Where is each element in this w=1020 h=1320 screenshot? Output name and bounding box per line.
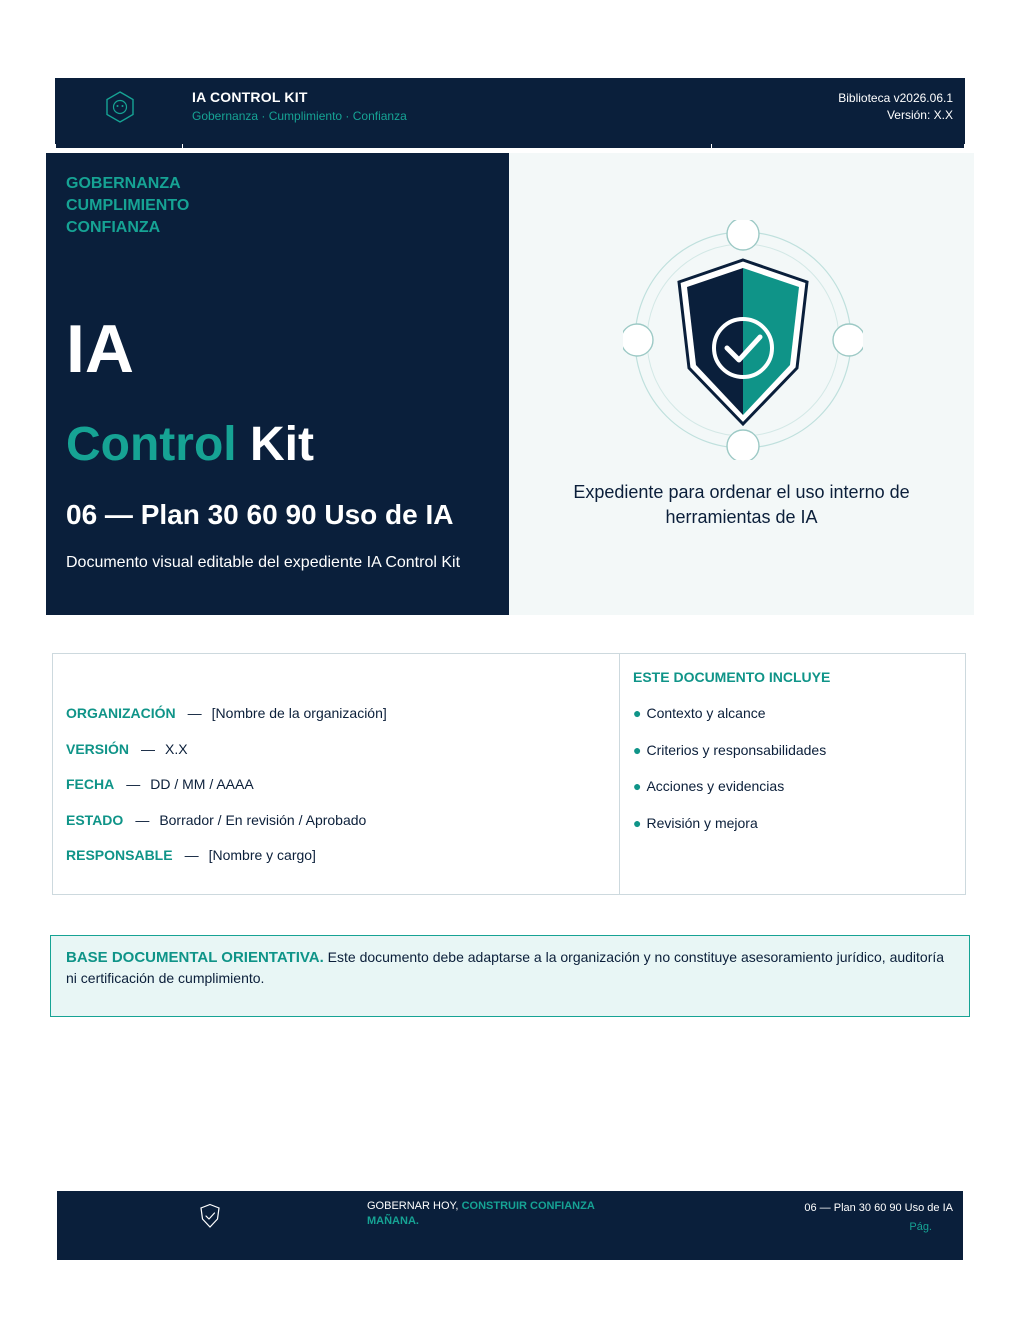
meta-value: [Nombre y cargo] [208,847,316,863]
bullet-icon: ● [633,815,642,831]
hero-caption: Expediente para ordenar el uso interno de herramientas de IA [573,482,910,527]
top-header [55,78,965,150]
header-tick [55,144,56,150]
bullet-icon: ● [633,742,642,758]
includes-title: ESTE DOCUMENTO INCLUYE [633,669,831,685]
meta-value: [Nombre de la organización] [211,705,387,721]
tagline-line: CUMPLIMIENTO [66,197,190,214]
brand-title: IA CONTROL KIT [192,89,308,105]
title-control-kit [66,417,314,473]
tagline-line: CONFIANZA [66,219,161,236]
title-control: Control [66,418,237,471]
meta-separator: — [135,812,150,828]
meta-key: ORGANIZACIÓN [66,705,176,721]
brand-subtitle: Gobernanza · Cumplimiento · Confianza [192,109,407,123]
hero-panel [46,153,509,615]
list-item-label: Criterios y responsabilidades [646,742,827,758]
meta-row-version [66,741,188,757]
meta-key: VERSIÓN [66,741,130,757]
header-rule [55,148,965,150]
list-item [633,815,758,831]
hero-art-panel [509,153,974,615]
list-item-label: Contexto y alcance [646,705,766,721]
title-kit: Kit [249,418,314,471]
list-item [633,705,766,721]
document-info-box [52,653,966,895]
meta-separator: — [187,705,202,721]
meta-row-status [66,812,366,828]
list-item [633,778,784,794]
list-item-label: Acciones y evidencias [646,778,785,794]
page-number: Pág. [909,1221,932,1233]
meta-key: RESPONSABLE [66,847,173,863]
meta-row-date [66,776,254,792]
document-version: Versión: X.X [886,108,953,122]
library-info [838,90,953,124]
hexagon-logo-icon [103,90,137,124]
meta-value: DD / MM / AAAA [150,776,254,792]
meta-value: Borrador / En revisión / Aprobado [159,812,367,828]
meta-row-owner [66,847,316,863]
meta-separator: — [184,847,199,863]
tagline-line: GOBERNANZA [66,175,181,192]
info-divider [619,654,620,894]
meta-key: FECHA [66,776,115,792]
header-tick [711,144,712,150]
footer-meta [804,1199,953,1237]
list-item [633,742,826,758]
shield-check-icon [199,1203,221,1229]
meta-row-organization [66,705,387,721]
shield-check-icon [621,218,865,462]
meta-separator: — [126,776,141,792]
document-description: Documento visual editable del expediente IA Control Kit [66,554,461,571]
notice-text: Este documento debe adaptarse a la organización y no constituye asesoramiento jurídico, auditoría ni certificación de cumplimiento. [66,949,945,986]
slogan-part-b: CONSTRUIR CONFIANZA MAÑANA. [367,1200,595,1227]
tagline [66,173,189,239]
document-title: 06 — Plan 30 60 90 Uso de IA [66,499,454,530]
meta-separator: — [141,741,156,757]
list-item-label: Revisión y mejora [646,815,758,831]
slogan-part-a: GOBERNAR HOY, [367,1200,459,1212]
bullet-icon: ● [633,778,642,794]
header-tick [182,144,183,150]
footer-doc-ref: 06 — Plan 30 60 90 Uso de IA [804,1202,953,1214]
meta-key: ESTADO [66,812,124,828]
meta-value: X.X [165,741,188,757]
footer [57,1191,963,1260]
header-tick [964,144,965,150]
footer-slogan [367,1199,637,1229]
bullet-icon: ● [633,705,642,721]
library-version: Biblioteca v2026.06.1 [838,91,953,105]
title-ia: IA [66,311,134,387]
disclaimer-notice [50,935,970,1017]
notice-lead: BASE DOCUMENTAL ORIENTATIVA. [66,949,324,966]
